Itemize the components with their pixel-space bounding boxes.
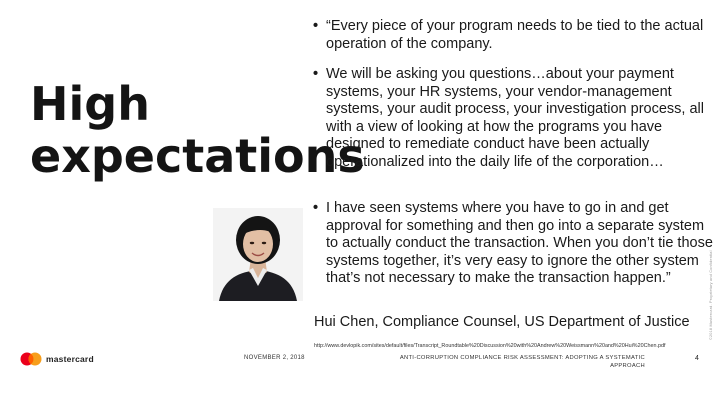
mastercard-circles-icon [20,352,42,366]
brand-wordmark: mastercard [46,354,94,364]
bullet-marker: • [313,66,319,82]
quote-attribution [314,314,704,331]
page-number: 4 [695,355,699,362]
source-link[interactable]: http://www.devlopik.com/sites/default/files/Transcript_Roundtable%20Discussion%20with%20Andrew%20Weissmann%20and%20Hui%20Chen.pdf [314,343,666,349]
bullet-marker: • [313,18,319,34]
bullet-text: “Every piece of your program needs to be tied to the actual operation of the company. [326,18,704,52]
bullet-item [313,200,718,288]
bullet-text: I have seen systems where you have to go in and get approval for something and then go into a separate system to actually conduct the transaction. When you don’t tie those systems together, it’s very easy to ignore the other system that’s not necessary to make the transaction happen.” [326,200,713,287]
bullet-item [313,66,718,172]
bullet-item [313,18,718,53]
bullet-marker: • [313,200,319,216]
bullet-text: We will be asking you questions…about your payment systems, your HR systems, your vendor-management systems, your audit process, your investigation process, all with a view of looking at how the programs you have designed to remediate conduct have been actually operationalized into the daily life of the corporation… [326,66,704,170]
footer-date: NOVEMBER 2, 2018 [244,355,305,361]
confidential-note: ©2018 Mastercard. Proprietary and Confidential [709,250,713,340]
footer-title: ANTI-CORRUPTION COMPLIANCE RISK ASSESSMENT: ADOPTING A SYSTEMATIC APPROACH [399,355,645,369]
portrait-image [213,208,303,301]
slide-title [30,77,365,183]
mastercard-logo [20,349,94,369]
slide-title-line-2: expectations [30,129,365,183]
speaker-photo [213,208,303,301]
attribution-text: Hui Chen, Compliance Counsel, US Department of Justice [314,314,690,330]
slide-title-line-1: High [30,77,150,131]
